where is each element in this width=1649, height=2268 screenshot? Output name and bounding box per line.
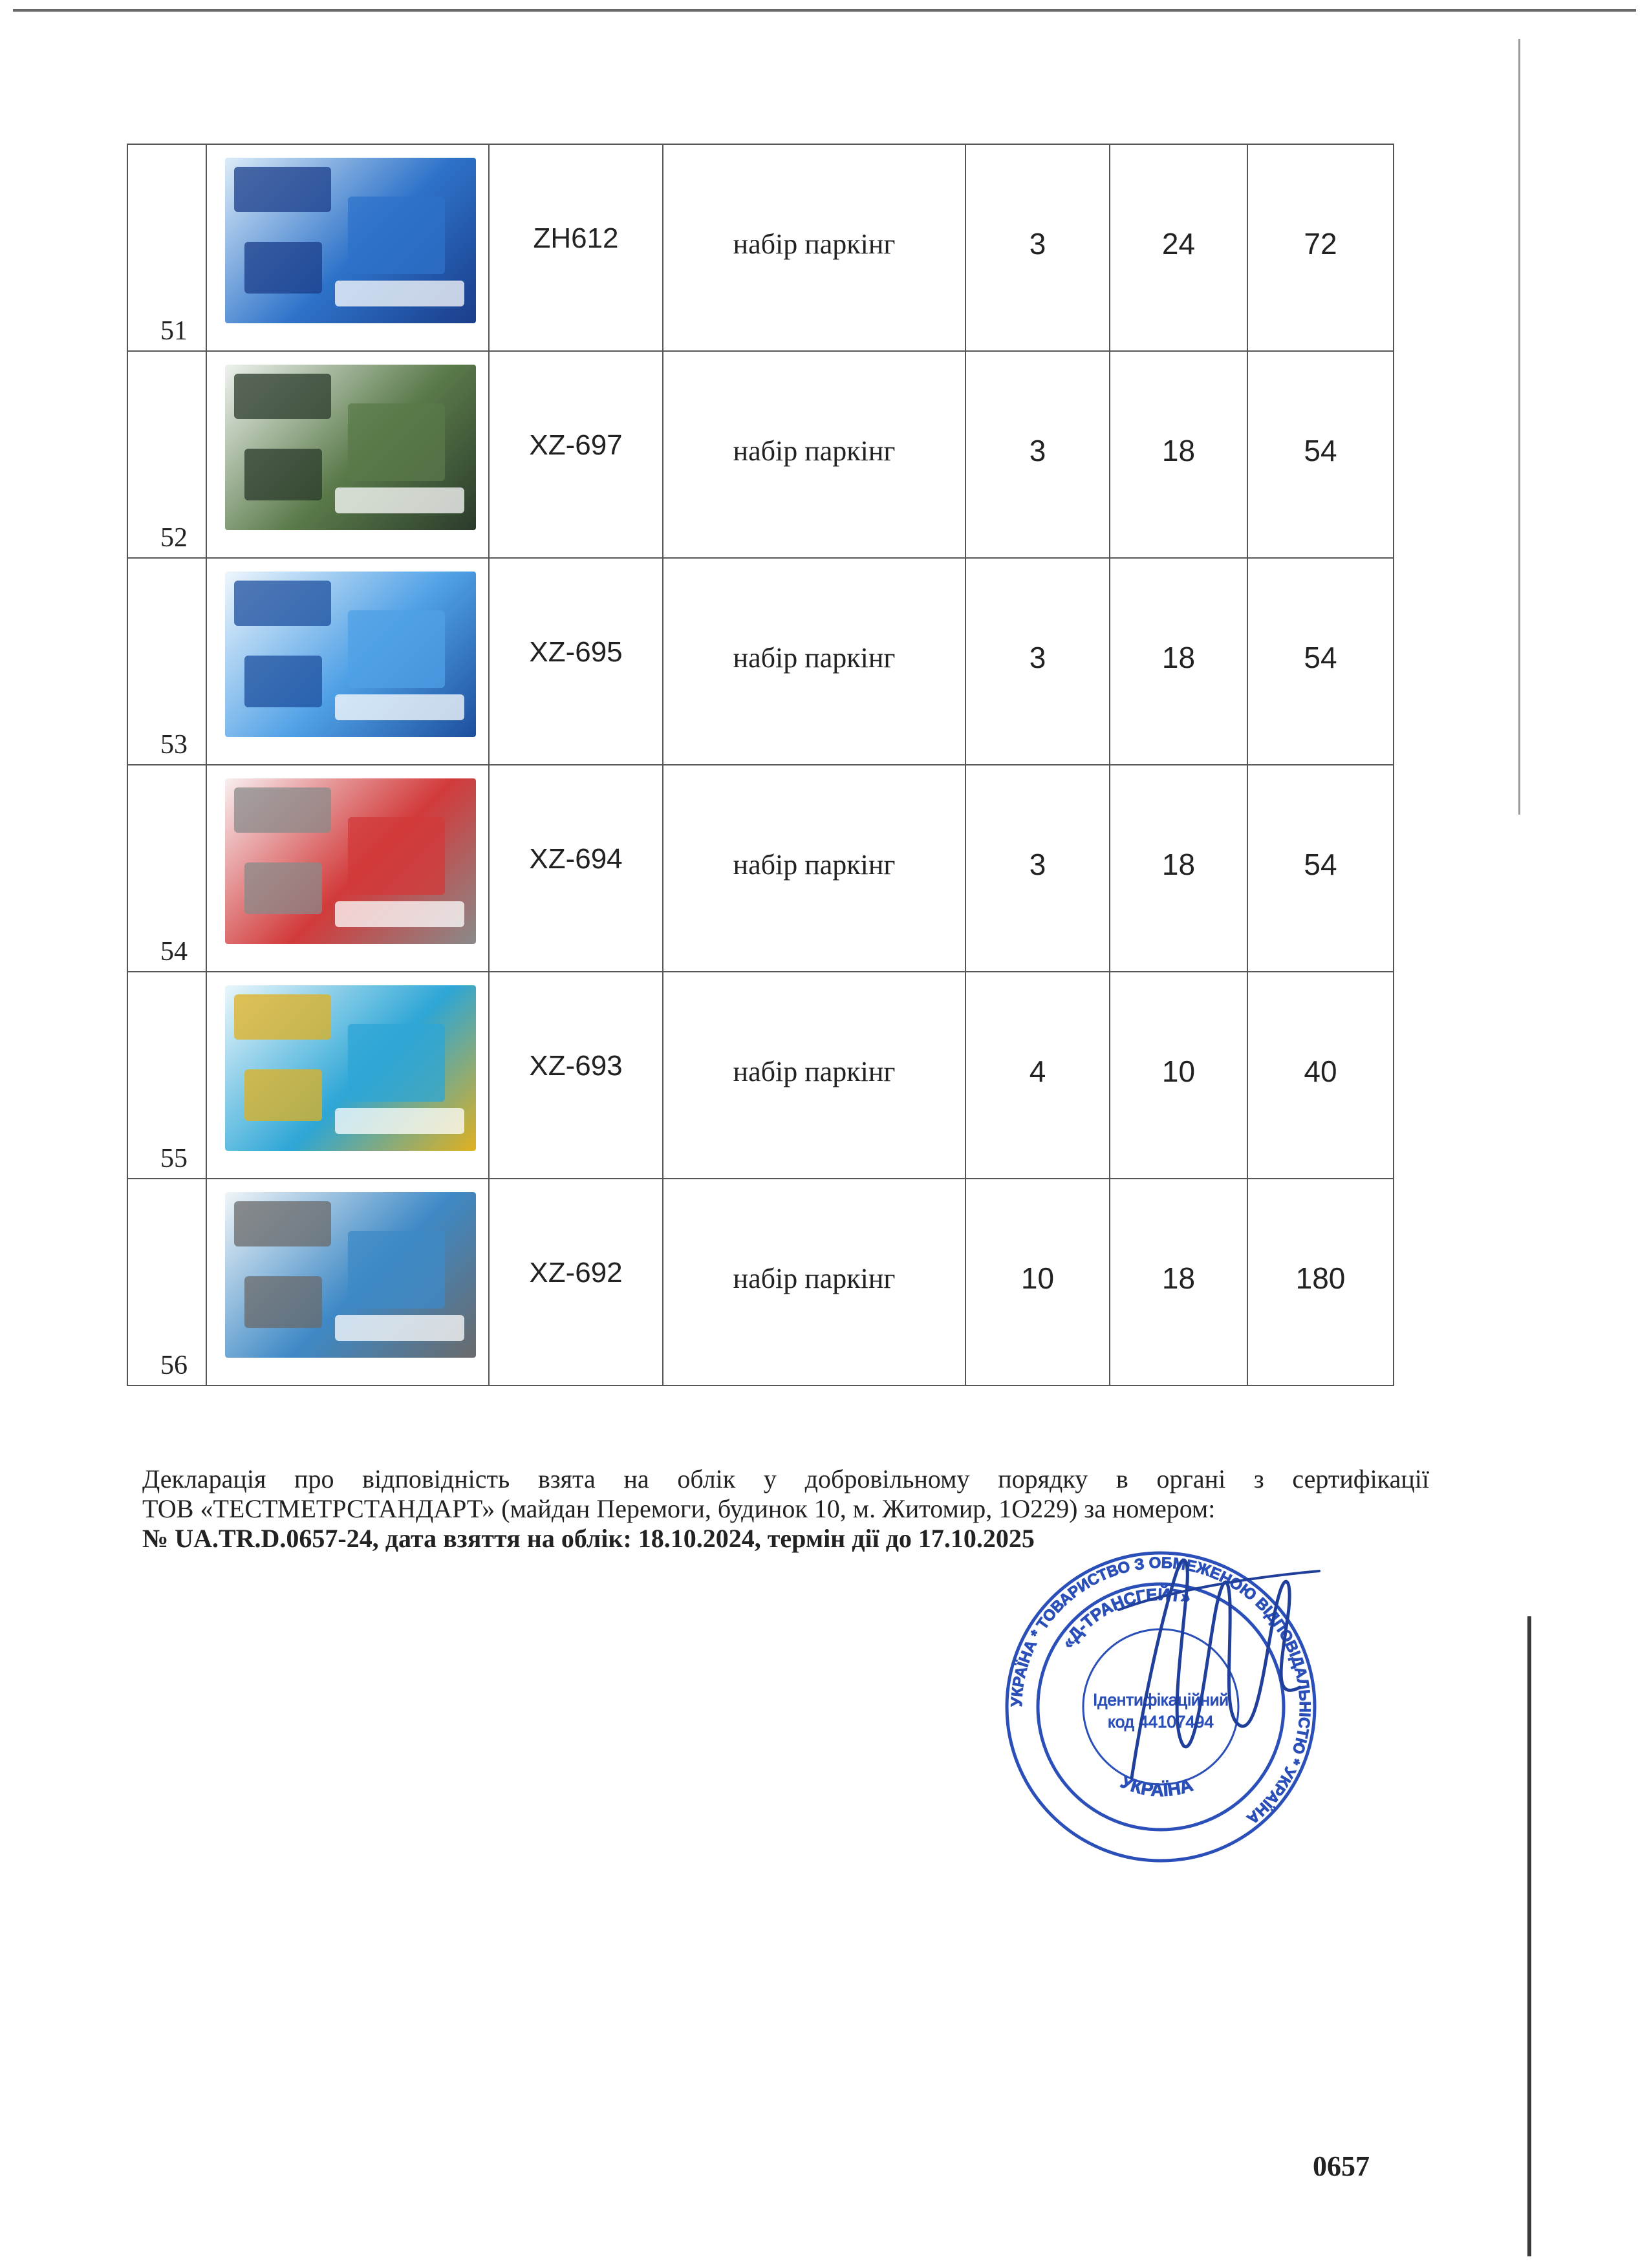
product-name: набір паркінг — [733, 1263, 896, 1294]
quantity: 3 — [1029, 434, 1046, 467]
product-photo — [225, 158, 476, 323]
price: 24 — [1161, 227, 1196, 261]
article-code-cell — [489, 765, 663, 972]
goods-table — [127, 144, 1394, 1386]
product-photo-cell — [206, 972, 489, 1179]
row-number: 52 — [160, 523, 188, 553]
product-name-cell — [663, 972, 965, 1179]
stamp-bottom-text: УКРАЇНА — [1117, 1771, 1196, 1801]
price-cell — [1110, 144, 1247, 351]
stamp-id-code: код 44107494 — [1108, 1712, 1214, 1731]
price: 18 — [1161, 434, 1196, 467]
row-number-cell — [127, 1179, 206, 1385]
row-number: 56 — [160, 1351, 188, 1380]
quantity-cell — [965, 351, 1110, 558]
declaration-line-3: № UA.TR.D.0657-24, дата взяття на облік: 18.10.2024, термін дії до 17.10.2025 — [142, 1524, 1035, 1553]
row-number: 53 — [160, 730, 188, 760]
quantity: 4 — [1029, 1054, 1046, 1088]
table-row — [127, 1179, 1394, 1385]
price: 18 — [1161, 848, 1196, 881]
article-code-cell — [489, 972, 663, 1179]
goods-table-body — [127, 144, 1394, 1385]
stamp-company-text: «Д-ТРАНСГЕЙТ» — [1057, 1584, 1193, 1652]
quantity-cell — [965, 144, 1110, 351]
product-photo — [225, 365, 476, 530]
product-photo-cell — [206, 765, 489, 972]
product-name: набір паркінг — [733, 435, 896, 467]
quantity: 10 — [1020, 1261, 1055, 1295]
quantity-cell — [965, 765, 1110, 972]
quantity-cell — [965, 558, 1110, 765]
quantity: 3 — [1029, 848, 1046, 881]
article-code-cell — [489, 144, 663, 351]
article-code: XZ-694 — [529, 843, 623, 875]
price-cell — [1110, 972, 1247, 1179]
scan-edge-right-light — [1518, 39, 1520, 815]
signature — [1093, 1532, 1339, 1830]
article-code-cell — [489, 558, 663, 765]
sum-cell — [1247, 558, 1394, 765]
article-code: ZH612 — [533, 222, 619, 254]
declaration-line-1: Декларація про відповідність взята на облік у добровільному порядку в органі з сертифікації — [142, 1464, 1429, 1493]
article-code-cell — [489, 1179, 663, 1385]
page-number: 0657 — [1313, 2150, 1370, 2182]
table-row — [127, 144, 1394, 351]
table-row — [127, 765, 1394, 972]
row-number-cell — [127, 972, 206, 1179]
table-row — [127, 972, 1394, 1179]
sum: 40 — [1304, 1054, 1337, 1088]
scan-edge-top — [13, 9, 1636, 12]
quantity: 3 — [1029, 227, 1046, 261]
product-photo-cell — [206, 1179, 489, 1385]
article-code: XZ-692 — [529, 1257, 623, 1289]
price-cell — [1110, 351, 1247, 558]
article-code: XZ-695 — [529, 636, 623, 668]
table-row — [127, 351, 1394, 558]
sum-cell — [1247, 1179, 1394, 1385]
product-photo-cell — [206, 144, 489, 351]
product-name-cell — [663, 765, 965, 972]
price-cell — [1110, 1179, 1247, 1385]
stamp-outer-text: УКРАЇНА * ТОВАРИСТВО З ОБМЕЖЕНОЮ ВІДПОВІДАЛЬНІСТЮ * УКРАЇНА — [1008, 1554, 1314, 1828]
sum-cell — [1247, 351, 1394, 558]
quantity-cell — [965, 1179, 1110, 1385]
row-number: 55 — [160, 1144, 188, 1173]
sum-cell — [1247, 765, 1394, 972]
product-photo — [225, 985, 476, 1151]
price-cell — [1110, 765, 1247, 972]
product-name: набір паркінг — [733, 642, 896, 674]
row-number-cell — [127, 144, 206, 351]
product-name: набір паркінг — [733, 849, 896, 881]
row-number: 54 — [160, 937, 188, 967]
price: 10 — [1161, 1054, 1196, 1088]
row-number-cell — [127, 765, 206, 972]
price: 18 — [1161, 641, 1196, 674]
sum-cell — [1247, 144, 1394, 351]
product-photo-cell — [206, 558, 489, 765]
product-photo — [225, 1192, 476, 1358]
product-photo — [225, 778, 476, 944]
product-name-cell — [663, 1179, 965, 1385]
price-cell — [1110, 558, 1247, 765]
product-name: набір паркінг — [733, 1056, 896, 1087]
article-code: XZ-693 — [529, 1050, 623, 1082]
row-number: 51 — [160, 316, 188, 346]
table-row — [127, 558, 1394, 765]
product-name-cell — [663, 144, 965, 351]
stamp-id-label: Ідентифікаційний — [1093, 1690, 1229, 1709]
quantity-cell — [965, 972, 1110, 1179]
product-name-cell — [663, 558, 965, 765]
sum: 54 — [1304, 434, 1337, 467]
sum: 54 — [1304, 848, 1337, 881]
article-code: XZ-697 — [529, 429, 623, 461]
product-name: набір паркінг — [733, 228, 896, 260]
sum: 54 — [1304, 641, 1337, 674]
article-code-cell — [489, 351, 663, 558]
row-number-cell — [127, 351, 206, 558]
quantity: 3 — [1029, 641, 1046, 674]
declaration-line-2: ТОВ «ТЕСТМЕТРСТАНДАРТ» (майдан Перемоги, будинок 10, м. Житомир, 1О229) за номером: — [142, 1494, 1216, 1523]
sum: 180 — [1295, 1261, 1346, 1295]
sum-cell — [1247, 972, 1394, 1179]
product-photo — [225, 572, 476, 737]
row-number-cell — [127, 558, 206, 765]
product-photo-cell — [206, 351, 489, 558]
price: 18 — [1161, 1261, 1196, 1295]
product-name-cell — [663, 351, 965, 558]
scan-edge-right-dark — [1527, 1616, 1531, 2256]
sum: 72 — [1304, 227, 1337, 261]
